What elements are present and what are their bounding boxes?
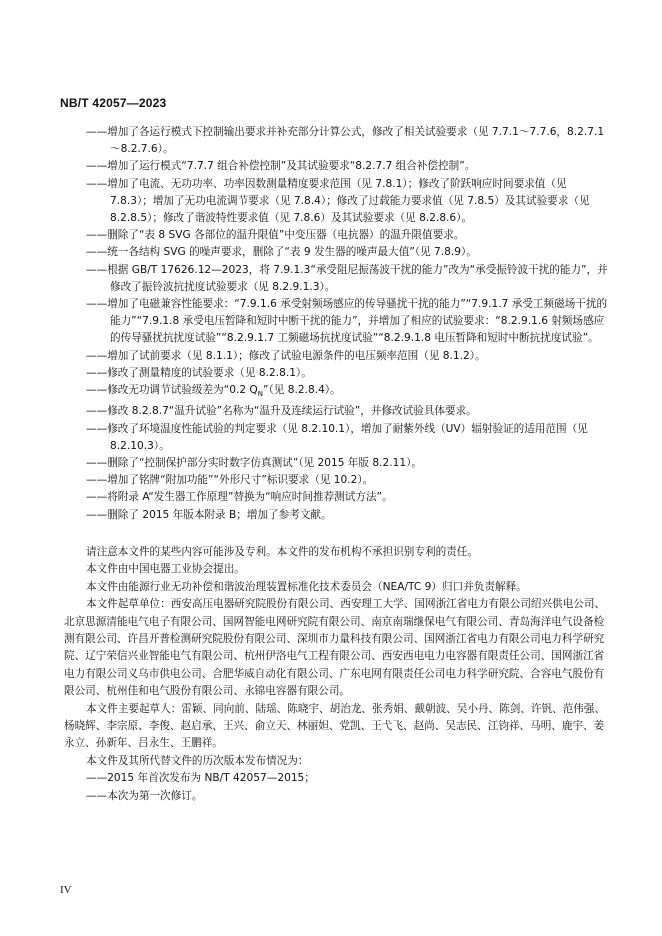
change-item: ——增加了电磁兼容性能要求：“7.9.1.6 承受射频场感应的传导骚扰干扰的能力”“7.9.1.7 承受工频磁场干扰的能力”“7.9.1.8 承受电压暂降和短时中断干扰的能力”，并增加了相应的试验要求：“8.2.9.1.6 射频场感应的传导骚扰抗扰度试验”“8.2.9.1.7 工频磁场抗扰度试验”“8.2.9.1.8 电压暂降和短时中断抗扰度试验”。 <box>86 298 608 345</box>
standard-code: NB/T 42057—2023 <box>60 96 167 110</box>
proposer-note: 本文件由中国电器工业协会提出。 <box>86 563 245 576</box>
page-number: IV <box>60 884 72 896</box>
q-subscript: N <box>257 390 264 399</box>
change-item-q-text: ——修改无功调节试验级差为“0.2 Q <box>86 384 258 397</box>
history-item: ——本次为第一次修订。 <box>86 789 203 802</box>
change-item: ——增加了电流、无功功率、功率因数测量精度要求范围（见 7.8.1）；修改了阶跃响应时间要求值（见 7.8.3）；增加了无功电流调节要求（见 7.8.4）；修改了过载能力要求值（见 7.8.5）及其试验要求（见 8.2.8.5）；修改了谐波特性要求值（见 7.8.6）及其试验要求（见 8.2.8.6）。 <box>86 177 590 225</box>
change-item: ——删除了“表 8 SVG 各部位的温升限值”中变压器（电抗器）的温升限值要求。 <box>86 229 465 242</box>
change-item: ——增加了各运行模式下控制输出要求并补充部分计算公式，修改了相关试验要求（见 7.7.1～7.7.6，8.2.7.1～8.2.7.6）。 <box>86 126 605 156</box>
change-item: ——增加了铭牌“附加功能”“外形尺寸”标识要求（见 10.2）。 <box>86 474 374 487</box>
change-item-q <box>86 382 608 403</box>
change-item: ——删除了“控制保护部分实时数字仿真测试”（见 2015 年版 8.2.11）。 <box>86 456 422 469</box>
change-item: ——统一各结构 SVG 的噪声要求，删除了“表 9 发生器的噪声最大值”（见 7.8.9）。 <box>86 246 477 259</box>
change-item: ——删除了 2015 年版本附录 B；增加了参考文献。 <box>86 508 332 521</box>
changes-list <box>86 124 608 524</box>
history-item: ——2015 年首次发布为 NB/T 42057—2015； <box>86 772 315 785</box>
responsible-note: 本文件由能源行业无功补偿和谐波治理装置标准化技术委员会（NEA/TC 9）归口并负责解释。 <box>86 580 527 593</box>
change-item: ——增加了运行模式“7.7.7 组合补偿控制”及其试验要求“8.2.7.7 组合补偿控制”。 <box>86 160 476 173</box>
drafters: 本文件主要起草人：雷颖、同向前、陆瑶、陈晓宇、胡治龙、张秀娟、戴朝波、吴小丹、陈剑、许钒、范伟强、杨晓辉、李宗原、李俊、赵启承、王兴、俞立天、林丽妲、党凯、王弋飞、赵尚、吴志民、江钧祥、马明、鹿宇、姜永立、孙新年、吕永生、王鹏祥。 <box>64 702 606 750</box>
drafting-units: 本文件起草单位：西安高压电器研究院股份有限公司、西安理工大学、国网浙江省电力有限公司绍兴供电公司、北京思源清能电气电子有限公司、国网智能电网研究院有限公司、南京南瑞继保电气有限公司、青岛海洋电气设备检测有限公司、许昌开普检测研究院股份有限公司、深圳市力量科技有限公司、国网浙江省电力有限公司电力科学研究院、辽宁荣信兴业智能电气有限公司、杭州伊洛电气工程有限公司、西安西电电力电容器有限责任公司、国网浙江省电力有限公司义乌市供电公司、合肥华威自动化有限公司、广东电网有限责任公司电力科学研究院、合容电气股份有限公司、杭州佳和电气股份有限公司、永锦电容器有限公司。 <box>64 598 606 698</box>
change-item: ——修改 8.2.8.7“温升试验”名称为“温升及连续运行试验”，并修改试验具体要求。 <box>86 405 477 418</box>
foreword-body <box>64 544 610 805</box>
change-item: ——修改了环境温度性能试验的判定要求（见 8.2.10.1），增加了耐紫外线（UV）辐射验证的适用范围（见 8.2.10.3）。 <box>86 422 588 452</box>
change-item: ——将附录 A“发生器工作原理”替换为“响应时间推荐测试方法”。 <box>86 491 393 504</box>
patent-note: 请注意本文件的某些内容可能涉及专利。本文件的发布机构不承担识别专利的责任。 <box>86 546 478 558</box>
change-item: ——修改了测量精度的试验要求（见 8.2.8.1）。 <box>86 366 312 379</box>
change-item-q-suffix: ”（见 8.2.8.4）。 <box>263 384 341 397</box>
history-intro: 本文件及其所代替文件的历次版本发布情况为： <box>86 754 309 767</box>
change-item: ——根据 GB/T 17626.12—2023，将 7.9.1.3“承受阻尼振荡波干扰的能力”改为“承受振铃波干扰的能力”，并修改了振铃波抗扰度试验要求（见 8.2.9.1.3）。 <box>86 263 608 293</box>
change-item: ——增加了试前要求（见 8.1.1）；修改了试验电源条件的电压频率范围（见 8.1.2）。 <box>86 349 486 362</box>
